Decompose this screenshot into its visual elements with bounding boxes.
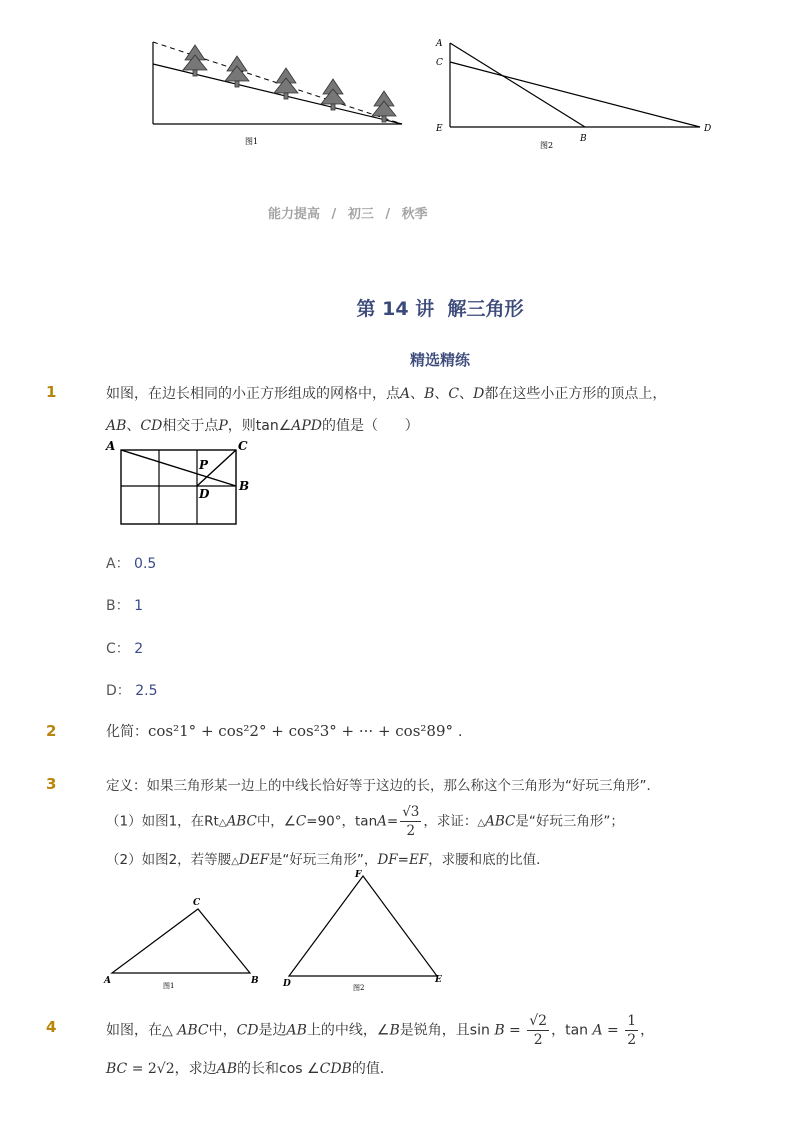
question-1-line-1: 如图，在边长相同的小正方形组成的网格中，点A、B、C、D都在这些小正方形的顶点上， <box>106 386 667 402</box>
question-4-number: 4 <box>46 1018 57 1036</box>
grid-label-c: C <box>238 439 248 453</box>
question-1-grid-figure <box>100 438 260 530</box>
question-2-number: 2 <box>46 722 57 740</box>
question-1-line-2: AB、CD相交于点P，则tan∠APD的值是（ ） <box>106 418 419 434</box>
question-3-figure-2 <box>280 868 455 996</box>
fig3-1-label-a: A <box>104 976 111 986</box>
grid-label-d: D <box>199 487 210 501</box>
fig2-label-b: B <box>580 134 587 144</box>
grid-label-p: P <box>199 458 209 472</box>
lesson-title: 第 14 讲 解三角形 <box>356 298 524 320</box>
header-figure-2 <box>430 35 720 155</box>
option-b[interactable]: B： 1 <box>106 598 143 614</box>
option-a[interactable]: A： 0.5 <box>106 556 157 572</box>
fig3-1-caption: 图1 <box>163 982 175 990</box>
fig2-label-e: E <box>436 124 443 134</box>
section-title: 精选精练 <box>409 351 470 369</box>
question-3-number: 3 <box>46 775 57 793</box>
fig2-caption: 图2 <box>540 141 554 150</box>
fig1-caption: 图1 <box>245 137 259 146</box>
header-figure-1 <box>140 30 410 155</box>
question-3-part-2: （2）如图2，若等腰△DEF是“好玩三角形”，DF=EF，求腰和底的比值． <box>106 852 550 868</box>
question-3-part-1: （1）如图1，在Rt△ABC中，∠C=90°，tanA= $\frac{√3}{2}$ ，求证：△ABC是“好玩三角形”； <box>106 804 624 839</box>
breadcrumb-part-1[interactable]: 能力提高 <box>268 207 321 222</box>
question-3-figure-1 <box>100 893 270 993</box>
breadcrumb <box>268 203 428 222</box>
question-2-text: 化简：cos²1° + cos²2° + cos²3° + ··· + cos²89° . <box>106 722 463 740</box>
tree-icon <box>183 45 207 76</box>
breadcrumb-separator: / <box>385 207 391 222</box>
breadcrumb-separator: / <box>331 207 337 222</box>
grid-label-a: A <box>106 439 116 453</box>
breadcrumb-part-3[interactable]: 秋季 <box>401 207 428 222</box>
grid-label-b: B <box>239 479 250 493</box>
breadcrumb-part-2[interactable]: 初三 <box>347 207 374 222</box>
fig3-1-label-c: C <box>193 898 201 908</box>
fig3-2-caption: 图2 <box>353 984 365 992</box>
fig3-2-label-d: D <box>283 979 291 989</box>
question-4-line-2: BC = 2√2，求边AB的长和cos ∠CDB的值． <box>106 1061 394 1077</box>
question-1-number: 1 <box>46 383 57 401</box>
fig2-label-a: A <box>436 39 443 49</box>
fig3-2-label-e: E <box>435 975 442 985</box>
fig3-1-label-b: B <box>251 976 259 986</box>
question-3-definition: 定义：如果三角形某一边上的中线长恰好等于这边的长，那么称这个三角形为“好玩三角形”． <box>106 778 660 794</box>
fig2-label-d: D <box>704 124 712 134</box>
fig3-2-label-f: F <box>355 870 362 880</box>
question-4-line-1: 如图，在△ ABC中，CD是边AB上的中线，∠B是锐角，且sin B = $\frac{√2}{2}$ ，tan A = $\frac{1}{2}$ ， <box>106 1013 655 1048</box>
option-d[interactable]: D： 2.5 <box>106 683 158 699</box>
option-c[interactable]: C： 2 <box>106 641 144 657</box>
fig2-label-c: C <box>436 58 443 68</box>
